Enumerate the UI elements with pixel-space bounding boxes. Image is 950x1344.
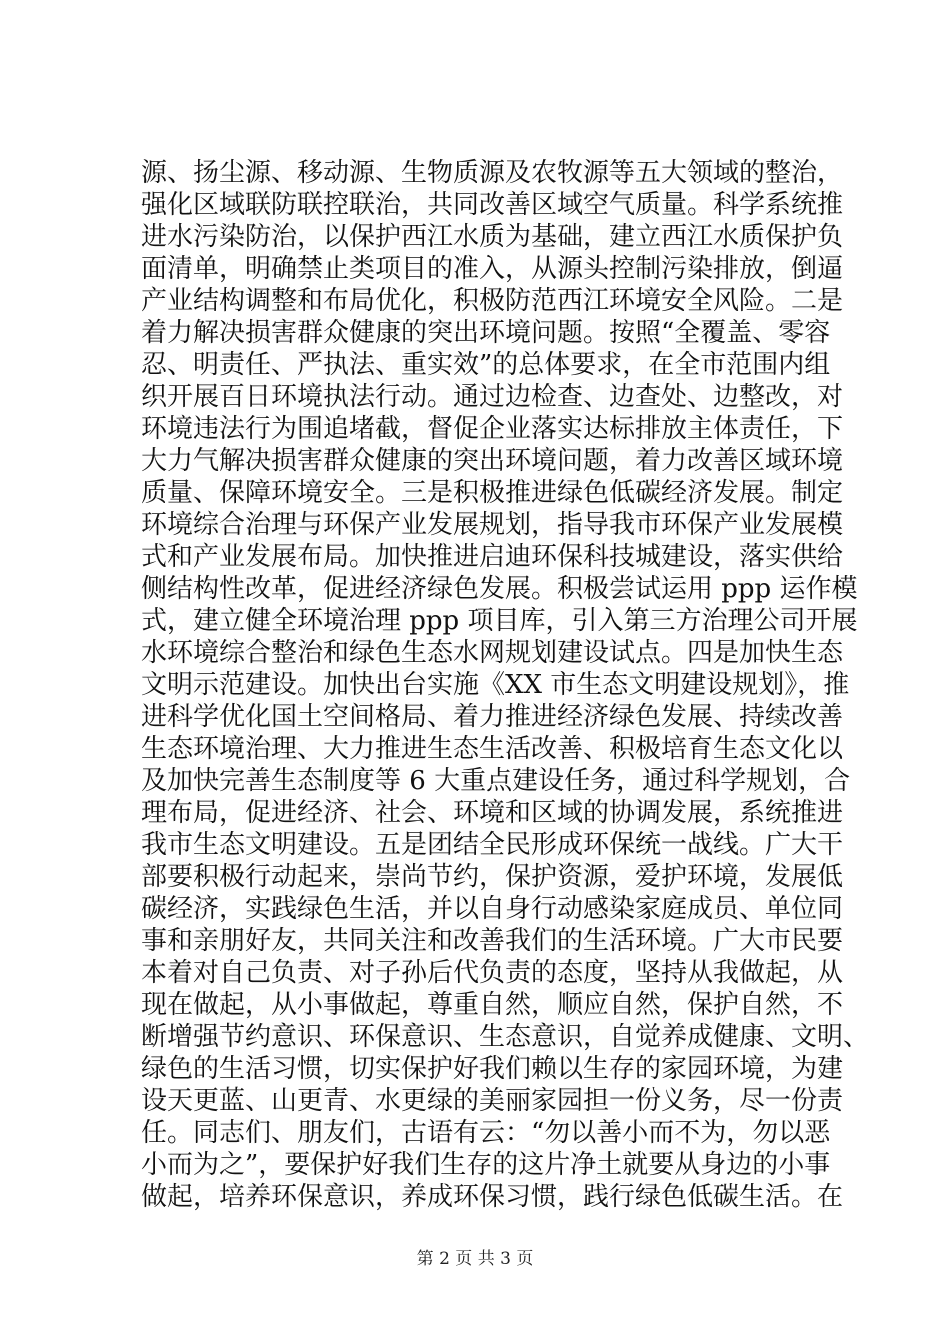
text-line: 水环境综合整治和绿色生态水网规划建设试点。四是加快生态 (141, 638, 844, 668)
text-line: 织开展百日环境执法行动。通过边检查、边查处、边整改，对 (141, 382, 844, 412)
text-line: 及加快完善生态制度等 6 大重点建设任务，通过科学规划，合 (141, 766, 851, 796)
text-line: 断增强节约意识、环保意识、生态意识，自觉养成健康、文明、 (141, 1022, 870, 1052)
text-line: 我市生态文明建设。五是团结全民形成环保统一战线。广大干 (141, 830, 844, 860)
text-line: 侧结构性改革，促进经济绿色发展。积极尝试运用 ppp 运作模 (141, 574, 858, 604)
text-line: 式，建立健全环境治理 ppp 项目库，引入第三方治理公司开展 (141, 606, 858, 636)
text-line: 强化区域联防联控联治，共同改善区域空气质量。科学系统推 (141, 190, 844, 220)
text-line: 忍、明责任、严执法、重实效”的总体要求，在全市范围内组 (141, 350, 831, 380)
text-line: 文明示范建设。加快出台实施《XX 市生态文明建设规划》，推 (141, 670, 850, 700)
text-line: 事和亲朋好友，共同关注和改善我们的生活环境。广大市民要 (141, 926, 844, 956)
text-line: 质量、保障环境安全。三是积极推进绿色低碳经济发展。制定 (141, 478, 844, 508)
text-line: 生态环境治理、大力推进生态生活改善、积极培育生态文化以 (141, 734, 844, 764)
text-line: 理布局，促进经济、社会、环境和区域的协调发展，系统推进 (141, 798, 844, 828)
text-line: 部要积极行动起来，崇尚节约，保护资源，爱护环境，发展低 (141, 862, 844, 892)
page-footer: 第 2 页 共 3 页 (416, 1249, 534, 1269)
text-line: 进科学优化国土空间格局、着力推进经济绿色发展、持续改善 (141, 702, 844, 732)
text-line: 设天更蓝、山更青、水更绿的美丽家园担一份义务，尽一份责 (141, 1086, 844, 1116)
text-line: 现在做起，从小事做起，尊重自然，顺应自然，保护自然，不 (141, 990, 844, 1020)
text-line: 环境综合治理与环保产业发展规划，指导我市环保产业发展模 (141, 510, 844, 540)
text-line: 产业结构调整和布局优化，积极防范西江环境安全风险。二是 (141, 286, 844, 316)
text-line: 碳经济，实践绿色生活，并以自身行动感染家庭成员、单位同 (141, 894, 844, 924)
text-line: 式和产业发展布局。加快推进启迪环保科技城建设，落实供给 (141, 542, 844, 572)
text-line: 源、扬尘源、移动源、生物质源及农牧源等五大领域的整治， (141, 158, 844, 188)
text-line: 任。同志们、朋友们，古语有云：“勿以善小而不为，勿以恶 (141, 1118, 831, 1148)
text-line: 小而为之”，要保护好我们生存的这片净土就要从身边的小事 (141, 1150, 831, 1180)
text-line: 环境违法行为围追堵截，督促企业落实达标排放主体责任，下 (141, 414, 844, 444)
text-line: 大力气解决损害群众健康的突出环境问题，着力改善区域环境 (141, 446, 844, 476)
text-line: 做起，培养环保意识，养成环保习惯，践行绿色低碳生活。在 (141, 1182, 844, 1212)
text-line: 绿色的生活习惯，切实保护好我们赖以生存的家园环境，为建 (141, 1054, 844, 1084)
text-line: 面清单，明确禁止类项目的准入，从源头控制污染排放，倒逼 (141, 254, 844, 284)
text-line: 进水污染防治，以保护西江水质为基础，建立西江水质保护负 (141, 222, 844, 252)
text-line: 着力解决损害群众健康的突出环境问题。按照“全覆盖、零容 (141, 318, 831, 348)
text-line: 本着对自己负责、对子孙后代负责的态度，坚持从我做起，从 (141, 958, 844, 988)
